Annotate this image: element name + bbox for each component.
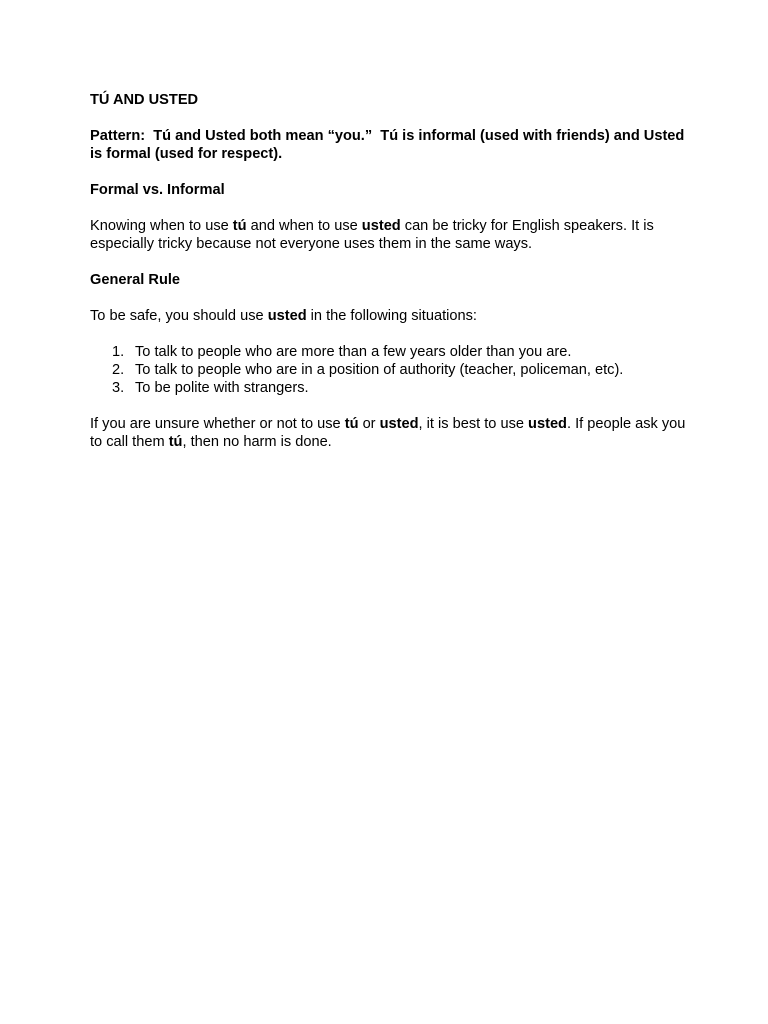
- formal-text-3: can be tricky for English speakers. It is especially tricky because not everyone uses them in the same ways.: [90, 218, 654, 252]
- closing-text-3: , it is best to use: [418, 416, 529, 432]
- list-item-number: 3.: [112, 380, 125, 396]
- list-item: [90, 361, 690, 379]
- closing-bold-3: usted: [528, 416, 567, 432]
- formal-bold-tu: tú: [232, 218, 247, 234]
- formal-paragraph: [90, 217, 690, 253]
- formal-text-2: and when to use: [246, 218, 362, 234]
- closing-text-1: If you are unsure whether or not to use: [90, 416, 345, 432]
- rule-intro-text-1: To be safe, you should use: [90, 308, 268, 324]
- pattern-label: Pattern:: [90, 128, 146, 144]
- closing-bold-2: usted: [379, 416, 419, 432]
- section-heading-rule: General Rule: [90, 272, 181, 288]
- document-title: TÚ AND USTED: [90, 92, 199, 108]
- formal-bold-usted: usted: [361, 218, 401, 234]
- list-item-text: To talk to people who are more than a few years older than you are.: [135, 344, 572, 360]
- list-item-number: 1.: [112, 344, 125, 360]
- rule-intro: [90, 307, 690, 325]
- pattern-paragraph: [90, 127, 690, 163]
- list-item-number: 2.: [112, 362, 125, 378]
- list-item-text: To be polite with strangers.: [135, 380, 309, 396]
- situations-list: [90, 343, 690, 397]
- rule-intro-bold-usted: usted: [267, 308, 307, 324]
- closing-text-2: or: [358, 416, 380, 432]
- list-item: [90, 379, 690, 397]
- list-item: [90, 343, 690, 361]
- rule-intro-text-2: in the following situations:: [306, 308, 477, 324]
- section-heading-formal: Formal vs. Informal: [90, 182, 225, 198]
- pattern-sentence-2: Tú is informal (used with friends) and Usted is formal (used for respect).: [90, 128, 685, 162]
- formal-text-1: Knowing when to use: [90, 218, 233, 234]
- closing-bold-4: tú: [168, 434, 183, 450]
- list-item-text: To talk to people who are in a position of authority (teacher, policeman, etc).: [135, 362, 624, 378]
- pattern-sentence-1: Tú and Usted both mean “you.”: [153, 128, 373, 144]
- closing-text-5: , then no harm is done.: [182, 434, 332, 450]
- closing-bold-1: tú: [344, 416, 359, 432]
- closing-text-4: . If people ask you to call them: [90, 416, 686, 450]
- document-page: [90, 91, 690, 469]
- closing-paragraph: [90, 415, 690, 451]
